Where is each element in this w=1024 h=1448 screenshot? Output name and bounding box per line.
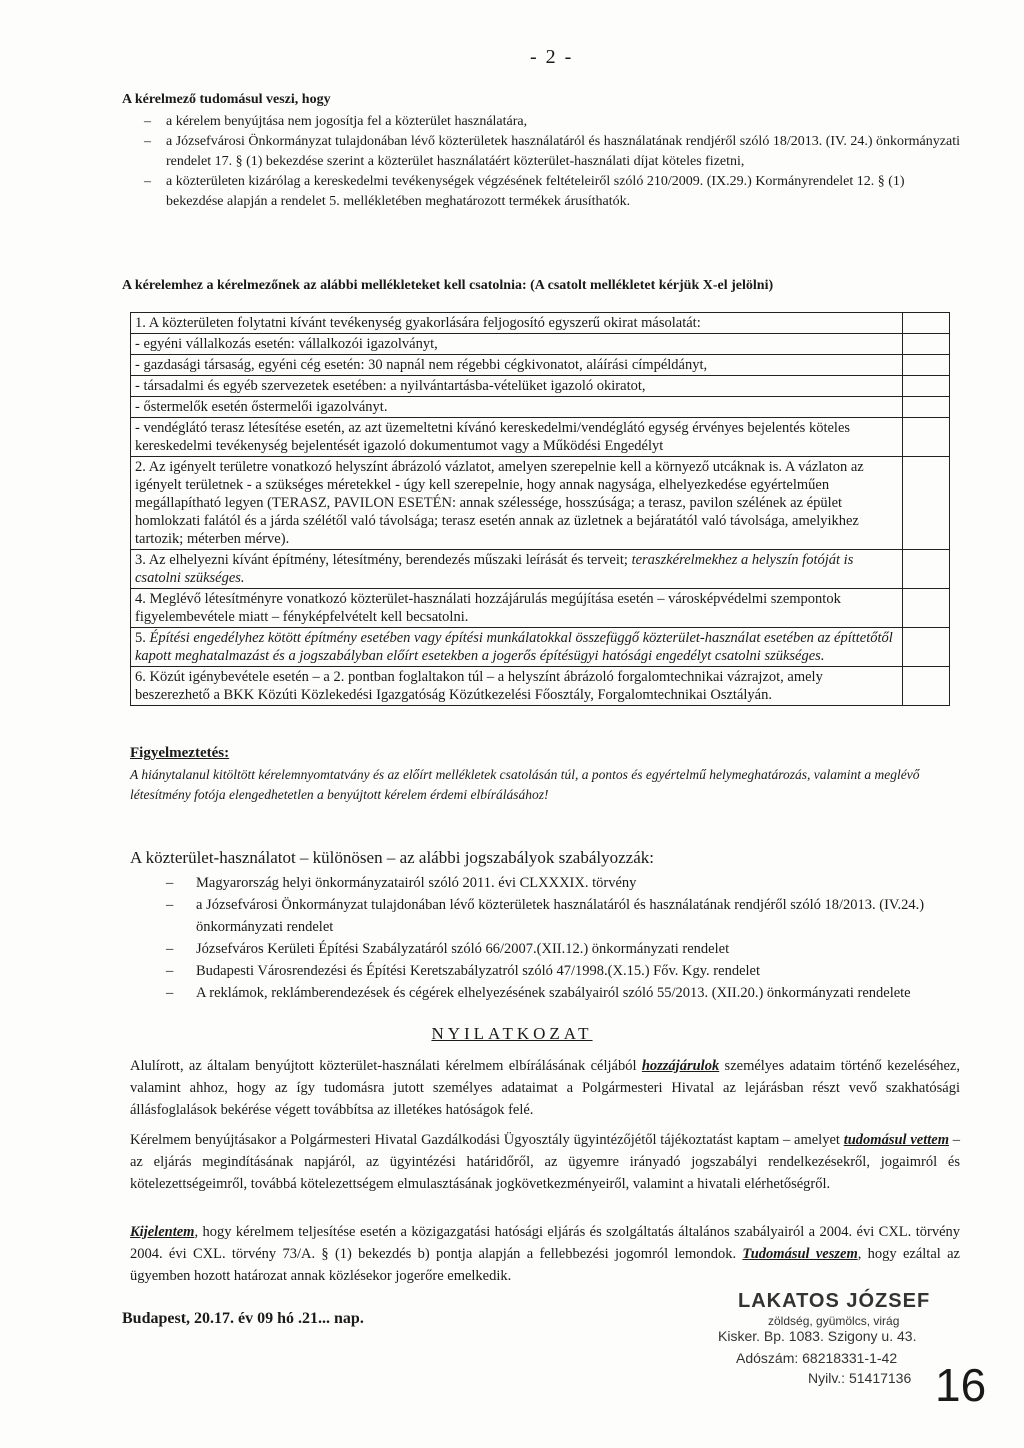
- stamp-line: zöldség, gyümölcs, virág: [768, 1314, 900, 1328]
- regulation-item: – Budapesti Városrendezési és Építési Keretszabályzatról szóló 47/1998.(X.15.) Főv. Kgy. rendelet: [160, 960, 960, 982]
- attachment-row: [131, 457, 950, 550]
- attachment-row: [131, 628, 950, 667]
- attachment-text: 5. Építési engedélyhez kötött építmény esetében vagy építési munkálatokkal összefüggő közterület-használat esetében az építtetőtől kapott meghatalmazást és a jogszabályban előírt esetekben a jogerős építésügyi hatósági engedélyt csatolni szükséges.: [131, 628, 903, 667]
- attachment-row: [131, 418, 950, 457]
- attachment-text: - gazdasági társaság, egyéni cég esetén: 30 napnál nem régebbi cégkivonatot, aláírási címpéldányt,: [131, 355, 903, 376]
- attachment-text: - egyéni vállalkozás esetén: vállalkozói igazolványt,: [131, 334, 903, 355]
- notice-item: – a kérelem benyújtása nem jogosítja fel a közterület használatára,: [140, 112, 960, 132]
- attachment-checkbox-cell[interactable]: [903, 313, 950, 334]
- stamp-address: Kisker. Bp. 1083. Szigony u. 43.: [718, 1328, 917, 1344]
- stamp-tax-number: Adószám: 68218331-1-42: [736, 1350, 898, 1366]
- regulation-item: – a Józsefvárosi Önkormányzat tulajdonában lévő közterületek használatáról és használatának rendjéről szóló 18/2013. (IV.24.) önkormányzati rendelet: [160, 894, 960, 938]
- attachment-row: [131, 376, 950, 397]
- attachment-row: [131, 667, 950, 706]
- attachment-checkbox-cell[interactable]: [903, 457, 950, 550]
- regulation-item: – A reklámok, reklámberendezések és cégérek elhelyezésének szabályairól szóló 55/2013. (XII.20.) önkormányzati rendelete: [160, 982, 960, 1004]
- attachment-text: 3. Az elhelyezni kívánt építmény, létesítmény, berendezés műszaki leírását és terveit; teraszkérelmekhez a helyszín fotóját is csatolni szükséges.: [131, 550, 903, 589]
- regulations-list: [160, 872, 960, 1004]
- regulations-heading: A közterület-használatot – különösen – az alábbi jogszabályok szabályozzák:: [130, 848, 654, 867]
- attachment-text: 1. A közterületen folytatni kívánt tevékenység gyakorlására feljogosító egyszerű okirat másolatát:: [131, 313, 903, 334]
- attachment-text: 2. Az igényelt területre vonatkozó helyszínt ábrázoló vázlatot, amelyen szerepelnie kell a környező utcáknak is. A vázlaton az igényelt területnek - a szükséges méretekkel - úgy kell szerepelnie, hogy annak nagysága, elhelyezkedése egyértelműen megállapítható legyen (TERASZ, PAVILON ESETÉN: annak szélessége, hosszúsága; a terasz, pavilon szélének az épület homlokzati falától és a járda szélétől való távolsága; terasz esetén annak az üzletnek a bejáratától való távolsága, amelyikhez tartozik; méterben mérve).: [131, 457, 903, 550]
- attachment-text: 6. Közút igénybevétele esetén – a 2. pontban foglaltakon túl – a helyszínt ábrázoló forgalomtechnikai vázrajzot, amely beszerezhető a BKK Közúti Közlekedési Igazgatóság Közútkezelési Főosztály, Forgalomtechnikai Osztályán.: [131, 667, 903, 706]
- attachment-checkbox-cell[interactable]: [903, 550, 950, 589]
- attachment-text: - vendéglátó terasz létesítése esetén, az azt üzemeltetni kívánó kereskedelmi/vendéglátó egység érvényes bejelentés köteles kereskedelmi tevékenység bejelentését igazoló dokumentumot vagy a Működési Engedélyt: [131, 418, 903, 457]
- attachment-checkbox-cell[interactable]: [903, 397, 950, 418]
- notice-item: – a Józsefvárosi Önkormányzat tulajdonában lévő közterületek használatáról és használatának rendjéről szóló 18/2013. (IV. 24.) önkormányzati rendelet 17. § (1) bekezdése szerint a közterület használatáért közterület-használati díjat köteles fizetni,: [140, 132, 960, 172]
- attachments-heading: A kérelemhez a kérelmezőnek az alábbi mellékleteket kell csatolnia: (A csatolt mellékletet kérjük X-el jelölni): [122, 278, 774, 293]
- notice-list: [140, 112, 960, 212]
- attachment-text: - őstermelők esetén őstermelői igazolványt.: [131, 397, 903, 418]
- attachment-row: [131, 589, 950, 628]
- notice-heading: A kérelmező tudomásul veszi, hogy: [122, 92, 331, 107]
- attachment-checkbox-cell[interactable]: [903, 376, 950, 397]
- company-stamp: [698, 1290, 968, 1410]
- declaration-paragraph-1: Alulírott, az általam benyújtott közterület-használati kérelmem elbírálásának céljából hozzájárulok személyes adataim történő kezeléséhez, valamint ahhoz, hogy az így tudomásra jutott személyes adataimat a Polgármesteri Hivatal az lejárásban részt vevő szakhatósági állásfoglalások bekérése végett továbbítsa az illetékes hatóságok felé.: [130, 1057, 960, 1118]
- declaration-paragraph-2: Kérelmem benyújtásakor a Polgármesteri Hivatal Gazdálkodási Ügyosztály ügyintézőjétől tájékoztatást kaptam – amelyet tudomásul vettem – az eljárás megindításának napjáról, az ügyintézési határidőről, az ügyemre irányadó jogszabályi rendelkezésekről, jogaimról és kötelezettségeimről, továbbá kötelezettségem elmulasztásának jogkövetkezményeiről, valamint a hivatali elérhetőségről.: [130, 1131, 961, 1192]
- regulation-item: – Magyarország helyi önkormányzatairól szóló 2011. évi CLXXXIX. törvény: [160, 872, 960, 894]
- declaration-paragraph-3: Kijelentem, hogy kérelmem teljesítése esetén a közigazgatási hatósági eljárás és szolgáltatás általános szabályairól a 2004. évi CXL. törvény 2004. évi CXL. törvény 73/A. § (1) bekezdés b) pontja alapján a fellebbezési jogomról lemondok. Tudomásul veszem, hogy ezáltal az ügyemben hozott határozat annak közlésekor jogerőre emelkedik.: [130, 1223, 960, 1284]
- attachments-table: [130, 312, 950, 706]
- date-line: Budapest, 20.17. év 09 hó .21... nap.: [122, 1310, 364, 1327]
- warning-body: A hiánytalanul kitöltött kérelemnyomtatvány és az előírt mellékletek csatolásán túl, a pontos és egyértelmű helymeghatározás, valamint a meglévő létesítmény fotója elengedhetetlen a benyújtott kérelem érdemi elbírálásához!: [130, 767, 920, 802]
- attachment-checkbox-cell[interactable]: [903, 589, 950, 628]
- attachment-checkbox-cell[interactable]: [903, 418, 950, 457]
- stamp-registry-number: Nyilv.: 51417136: [808, 1370, 912, 1386]
- attachment-text: 4. Meglévő létesítményre vonatkozó közterület-használati hozzájárulás megújítása esetén – városképvédelmi szempontok figyelembevétele miatt – fényképfelvételt kell becsatolni.: [131, 589, 903, 628]
- stamp-name: LAKATOS JÓZSEF: [738, 1290, 931, 1312]
- declaration-title: NYILATKOZAT: [431, 1024, 593, 1043]
- warning-title: Figyelmeztetés:: [130, 745, 230, 761]
- attachment-checkbox-cell[interactable]: [903, 628, 950, 667]
- attachment-row: [131, 355, 950, 376]
- regulation-item: – Józsefváros Kerületi Építési Szabályzatáról szóló 66/2007.(XII.12.) önkormányzati rendelet: [160, 938, 960, 960]
- page-number: - 2 -: [530, 46, 574, 68]
- attachment-text: - társadalmi és egyéb szervezetek esetében: a nyilvántartásba-vételüket igazoló okiratot,: [131, 376, 903, 397]
- attachment-row: [131, 313, 950, 334]
- attachment-checkbox-cell[interactable]: [903, 334, 950, 355]
- attachment-row: [131, 397, 950, 418]
- notice-item: – a közterületen kizárólag a kereskedelmi tevékenységek végzésének feltételeiről szóló 210/2009. (IX.29.) Kormányrendelet 12. § (1) bekezdése alapján a rendelet 5. mellékletében meghatározott termékek árusíthatók.: [140, 172, 960, 212]
- attachment-checkbox-cell[interactable]: [903, 667, 950, 706]
- attachment-row: [131, 334, 950, 355]
- attachment-row: [131, 550, 950, 589]
- folio-number: 16: [935, 1359, 987, 1411]
- attachment-checkbox-cell[interactable]: [903, 355, 950, 376]
